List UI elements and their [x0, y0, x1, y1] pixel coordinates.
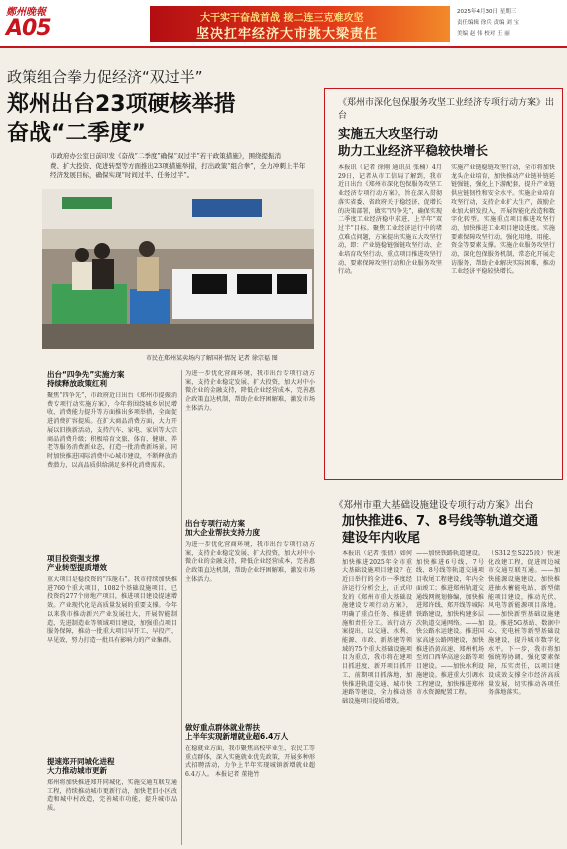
- sidebar-text-right: 实施产业链稳链攻坚行动，全市将加快龙头企业培育，加快推动产业链补链延链强链，强化上下游配套，提升产业链供应链韧性和安全水平。实施企业培育攻坚行动，支持企业扩大生产，鼓励企业加大研发投入，开展智能化改造和数字化转型。实施重点项目推进攻坚行动，加快推进工业项目建设进度。实施要素保障攻坚行动，强化用地、用能、资金等要素支撑。实施企业服务攻坚行动，深化包保服务机制，常态化开展走访服务，帮助企业解决实际困难，推动工业经济平稳较快增长。: [451, 164, 555, 276]
- section-subtitle: 加大企业帮扶支持力度: [185, 528, 260, 537]
- photo-caption: 市民在郑州某卖场内了解国补情况 记者 徐宗福 图: [146, 355, 278, 362]
- section-text: 在稳就业方面，我市聚焦高校毕业生、农民工等重点群体，深入实施就业优先政策，开展多种形式招聘活动，力争上半年实现城镇新增就业超6.4万人。 本报记者 董艳竹: [185, 745, 315, 779]
- section-text-continued: 为进一步优化营商环境，我市出台专项行动方案，支持企业稳定发展、扩大投资，加大对中小微企业的金融支持，降低企业经营成本，完善惠企政策直达机制，帮助企业纾困解难，激发市场主体活力。: [185, 370, 315, 412]
- slogan-main: 坚决扛牢经济大市挑大梁责任: [196, 27, 379, 42]
- issue-date: 2025年4月30日 星期三: [457, 9, 517, 15]
- column-divider: [181, 370, 182, 845]
- lead-line: 经济发展目标，确保实现“时间过半、任务过半”。: [50, 171, 194, 179]
- sidebar-text-left: 本报讯（记者 徐刚 通讯员 张楠）4月29日，记者从市工信局了解到，我市近日出台《郑州市深化包保服务攻坚工业经济专项行动方案》，旨在深入贯彻落实省委、省政府关于稳经济、促增长的决策部署，做实“四争先”，确保实现二季度工业经济稳中求进、上半年“双过半”目标。聚焦工业经济运行中的堵点难点问题，方案提出实施五大攻坚行动，即：产业链稳链强链攻坚行动、企业培育攻坚行动、重点项目推进攻坚行动、要素保障攻坚行动和企业服务攻坚行动。: [338, 164, 442, 276]
- section-title: 做好重点群体就业帮扶: [185, 723, 260, 732]
- article1-headline-line2: 奋战“二季度”: [7, 121, 146, 146]
- article1-kicker: 政策组合拳力促经济“双过半”: [7, 68, 203, 86]
- section-subtitle: 上半年实现新增就业超6.4万人: [185, 732, 289, 741]
- article2-text-col1: 本报讯（记者 张倩）如何加快推进2025年全市重大基础设施项目建设？在近日举行的全市一季度经济运行分析会上，正式印发的《郑州市重大基础设施建设专项行动方案》，明确了重点任务、推进措施和责任分工。该行动方案提出，以交通、水利、能源、市政、新基建等领域的75个重大基础设施项目为重点，我市将在建项目抓进度、新开项目抓开工、前期项目抓落地，加快推进轨道交通、城市快速路等建设，全力推动基础设施项目提质增效。: [342, 550, 412, 705]
- section-text: 聚焦“四争先”，市政府近日出台《郑州市提振消费专项行动实施方案》，今年将围绕城乡居民增收、消费能力提升等方面推出多项举措，全面促进消费扩容提质。在扩大商品消费方面，大力开展以旧换新活动，支持汽车、家电、家居等大宗商品消费升级；积极培育文旅、体育、健康、养老等服务消费新业态，打造一批消费新场景。同时加快推进国际消费中心城市建设，不断释放消费潜力，以高品质供给满足多样化消费需求。: [47, 392, 177, 469]
- article2-text-col2: ——加快铁路轨道建设。加快推进6号线、7号线、8号线等轨道交通项目收尾工程建设，年内全面竣工；推进郑州轨道交通线网规划修编，加快推进郑许线、郑开线等城际铁路建设，加快构建多层次轨道交通网络。——加快公路水运建设。推进国家高速公路网建设，加快推进沿黄高速、郑州机场至周口西华高速公路等项目建设。——加快水利设施建设。推进重大引调水工程建设，加快推进郑州市水资源配置工程。: [416, 550, 484, 697]
- section-title: 项目投资强支撑: [47, 554, 100, 563]
- section-title: 出台专项行动方案: [185, 519, 245, 528]
- article1-photo: [42, 189, 314, 349]
- lead-line: 市政府办公室日前印发《奋战“二季度”确保“双过半”若干政策措施》，围绕提振消: [50, 152, 282, 160]
- article1-headline-line1: 郑州出台23项硬核举措: [7, 92, 236, 117]
- article2-text-col3: （S312至S225段）快速化改建工程，促进周边城市交通互联互通。——加快能源设施建设。加快推进抽水蓄能电站、新型储能项目建设，推动光伏、风电等新能源项目落地。——加快新型基础设施建设。推进5G基站、数据中心、充电桩等新型基础设施建设，提升城市数字化水平。下一步，我市将加强统筹协调，强化要素保障，压实责任，以项目建设成效支撑全市经济高质量发展，切实推动各项任务落地落实。: [488, 550, 560, 697]
- slogan-top: 大干实干奋战首战 接二连三克难攻坚: [200, 13, 364, 24]
- section-text: 重大项目是稳投资的“压舱石”。我市持续加快推进760个重大项目，1082个基础设施项目、已投资约277个房地产项目，推进项目建设提速增效。产业现代化是高质量发展的重要支撑。今年以来我市推动新兴产业发展壮大，开展智能制造、先进制造业等领域项目建设，加强重点项目服务保障，推动一批重大项目早开工、早投产、早见效，努力打造一批具有影响力的产业集群。: [47, 576, 177, 644]
- section-subtitle: 产业转型提质增效: [47, 563, 107, 572]
- page-number: A05: [6, 16, 51, 41]
- section-subtitle: 持续释放政策红利: [47, 379, 107, 388]
- sidebar-headline-line2: 助力工业经济平稳较快增长: [338, 143, 489, 158]
- article2-headline-line1: 加快推进6、7、8号线等轨道交通: [342, 514, 539, 529]
- section-text: 郑州将加快推进郑开同城化，实施交通互联互通工程，持续推动城市更新行动，加快老旧小区改造和城中村改造，完善城市功能，提升城市品质。: [47, 779, 177, 813]
- store-scene-image: [42, 189, 314, 349]
- lead-line: 费、扩大投资、促进转型等方面推出23项措施举措，打出政策“组合拳”，全力冲刺上半年: [50, 161, 306, 170]
- section-title: 提速郑开同城化进程: [47, 757, 115, 766]
- sidebar-headline-line1: 实施五大攻坚行动: [338, 126, 439, 141]
- article1-lead: [50, 152, 318, 181]
- article2-headline-line2: 建设年内收尾: [342, 531, 421, 546]
- article2-kicker: 《郑州市重大基础设施建设专项行动方案》出台: [334, 500, 534, 511]
- section-text: 为进一步优化营商环境，我市出台专项行动方案，支持企业稳定发展、扩大投资，加大对中小微企业的金融支持，降低企业经营成本，完善惠企政策直达机制，帮助企业纾困解难，激发市场主体活力。: [185, 541, 315, 583]
- designer-line: 美编 赵 伟 校对 王 丽: [457, 31, 510, 37]
- sidebar-kicker: 《郑州市深化包保服务攻坚工业经济专项行动方案》出台: [338, 98, 555, 121]
- masthead-divider: [0, 46, 567, 48]
- newspaper-brand: 鄭州晚報: [6, 7, 46, 18]
- section-title: 出台“四争先”实施方案: [47, 370, 125, 379]
- editors-line: 责任编辑 徐兵 责编 刘 宝: [457, 20, 519, 26]
- section-subtitle: 大力推动城市更新: [47, 766, 107, 775]
